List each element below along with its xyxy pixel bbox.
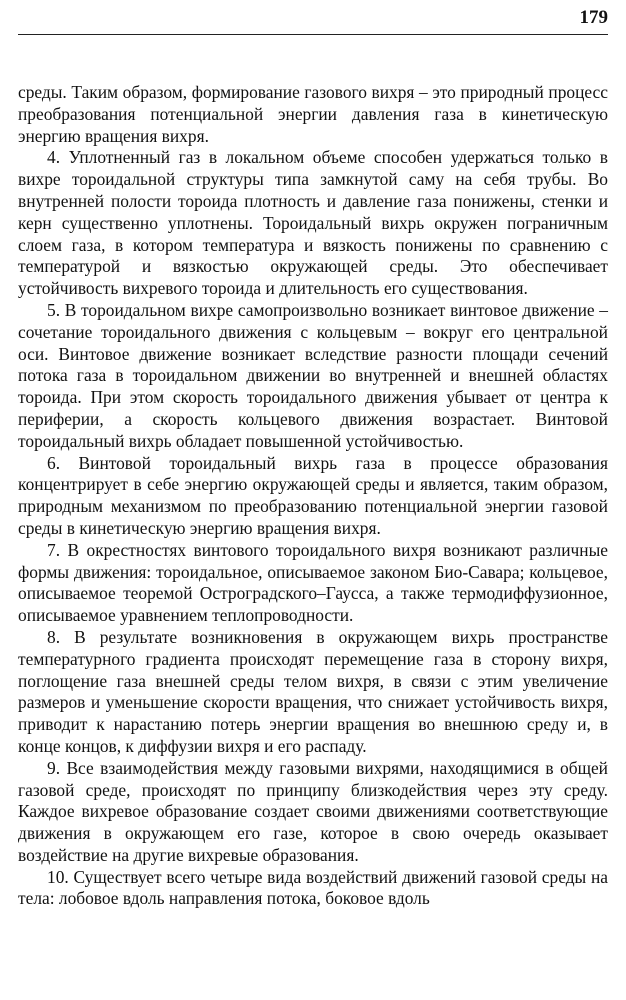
body-text xyxy=(18,82,608,910)
paragraph-item-10: 10. Существует всего четыре вида воздействий движений газовой среды на тела: лобовое вдоль направления потока, боковое вдоль xyxy=(18,866,608,909)
paragraph-item-5: 5. В тороидальном вихре самопроизвольно возникает винтовое движение – сочетание тороидального движения с кольцевым – вокруг его центральной оси. Винтовое движение возникает вследствие разности площади сечений потока газа в тороидальном движении во внутренней и внешней областях тороида. При этом скорость тороидального движения убывает от центра к периферии, а скорость кольцевого движения возрастает. Винтовой тороидальный вихрь обладает повышенной устойчивостью. xyxy=(18,299,608,451)
paragraph-item-4: 4. Уплотненный газ в локальном объеме способен удержаться только в вихре тороидальной структуры типа замкнутой саму на себя трубы. Во внутренней полости тороида плотность и давление газа понижены, стенки и керн существенно уплотнены. Тороидальный вихрь окружен пограничным слоем газа, в котором температура и вязкость понижены по сравнению с температурой и вязкостью окружающей среды. Это обеспечивает устойчивость вихревого тороида и длительность его существования. xyxy=(18,147,608,299)
paragraph-continuation: среды. Таким образом, формирование газового вихря – это природный процесс преобразования потенциальной энергии давления газа в кинетическую энергию вращения вихря. xyxy=(18,82,608,146)
page-number: 179 xyxy=(579,7,608,28)
paragraph-item-9: 9. Все взаимодействия между газовыми вихрями, находящимися в общей газовой среде, происходят по принципу близкодействия через эту среду. Каждое вихревое образование создает своими движениями соответствующие движения в окружающем его газе, которое в свою очередь оказывает воздействие на другие вихревые образования. xyxy=(18,757,608,865)
paragraph-item-7: 7. В окрестностях винтового тороидального вихря возникают различные формы движения: тороидальное, описываемое законом Био-Савара; кольцевое, описываемое теоремой Остроградского–Гаусса, а также термодиффузионное, описываемое уравнением теплопроводности. xyxy=(18,539,608,626)
paragraph-item-8: 8. В результате возникновения в окружающем вихрь пространстве температурного градиента происходят перемещение газа в сторону вихря, поглощение газа внешней среды телом вихря, в связи с этим увеличение размеров и уменьшение скорости вращения, что снижает устойчивость вихря, приводит к нарастанию потерь энергии вращения во внешнюю среду и, в конце концов, к диффузии вихря и его распаду. xyxy=(18,626,608,756)
header-rule xyxy=(18,34,608,35)
paragraph-item-6: 6. Винтовой тороидальный вихрь газа в процессе образования концентрирует в себе энергию окружающей среды и является, таким образом, природным механизмом по преобразованию потенциальной энергии газовой среды в кинетическую энергию вращения вихря. xyxy=(18,452,608,538)
